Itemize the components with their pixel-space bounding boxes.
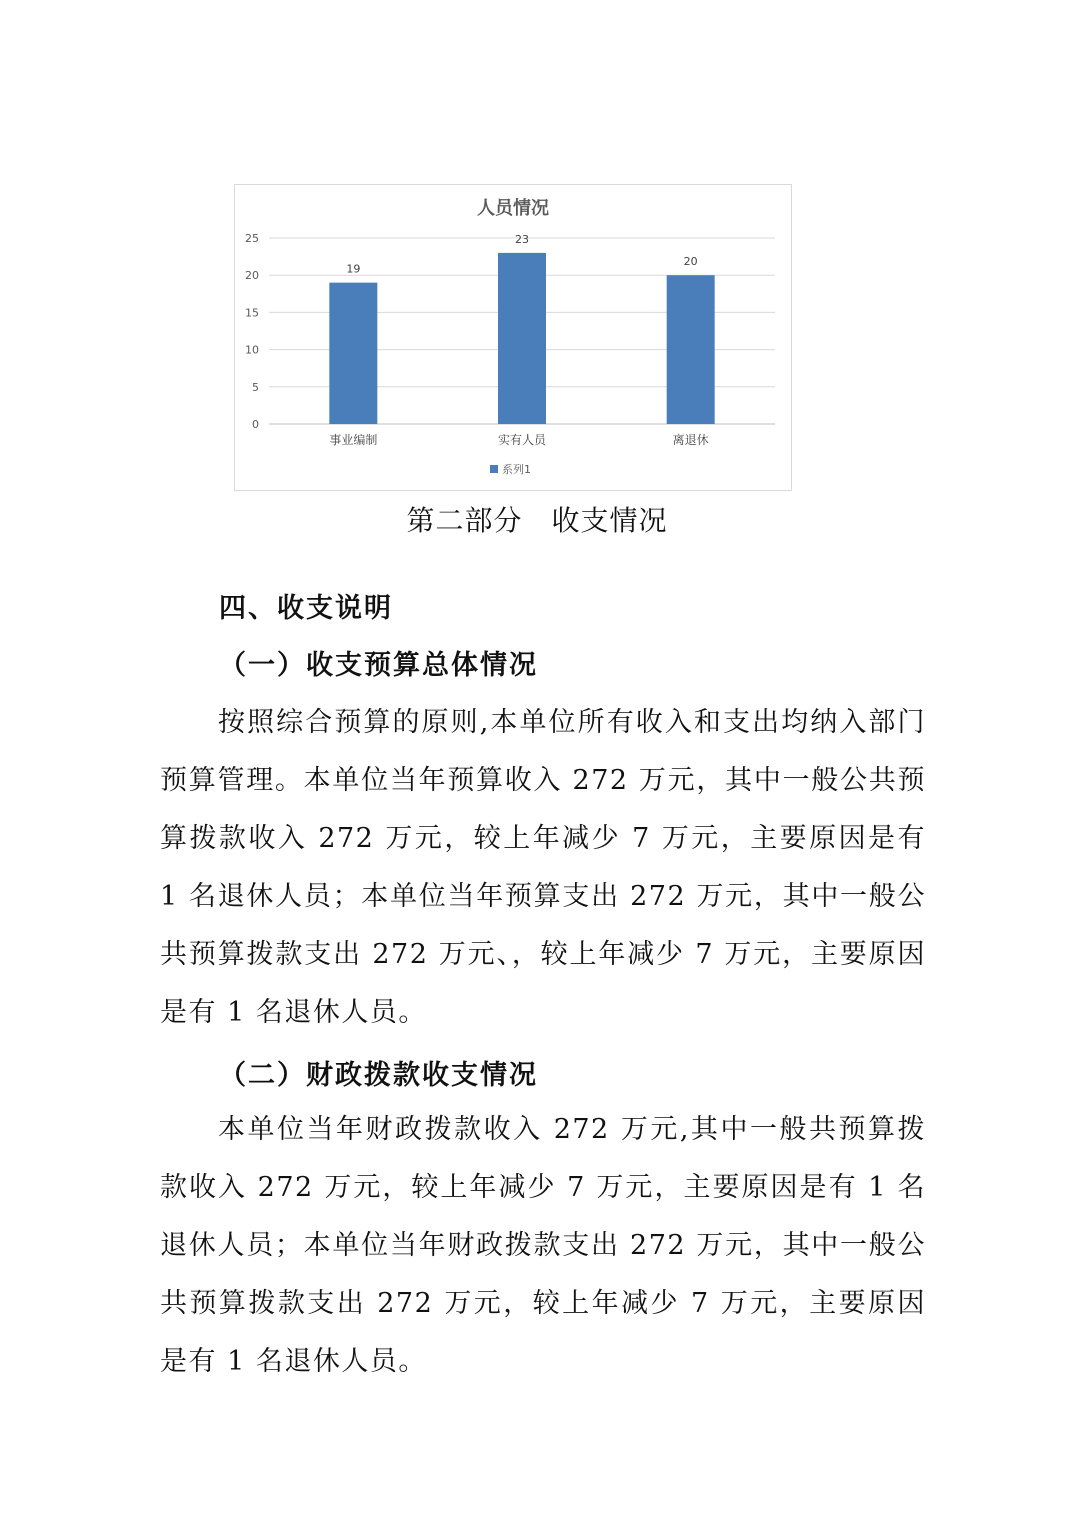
x-tick-label: 离退休: [672, 433, 709, 447]
y-tick-label: 10: [245, 343, 259, 357]
data-label: 23: [515, 232, 529, 246]
data-label: 19: [346, 262, 361, 276]
legend-label: 系列1: [502, 463, 531, 476]
y-tick-label: 15: [245, 306, 259, 320]
bar: [667, 275, 715, 424]
bar: [498, 253, 546, 424]
y-tick-label: 5: [252, 380, 259, 394]
staff-chart: [234, 184, 792, 491]
chart-svg: [235, 185, 791, 490]
y-tick-label: 25: [245, 232, 259, 245]
heading-budget-overview: （一）收支预算总体情况: [219, 650, 538, 681]
bar: [329, 283, 377, 424]
paragraph-fiscal-appropriation: 本单位当年财政拨款收入 272 万元,其中一般共预算拨款收入 272 万元，较上年减少 7 万元，主要原因是有 1 名退休人员；本单位当年财政拨款支出 272 万元，其中一般公共预算拨款支出 272 万元，较上年减少 7 万元，主要原因是有 1 名退休人员。: [160, 1114, 926, 1377]
data-label: 20: [683, 255, 698, 269]
section-title: 第二部分 收支情况: [406, 504, 668, 537]
heading-income-expense: 四、收支说明: [219, 593, 393, 624]
legend-swatch: [490, 465, 498, 473]
x-tick-label: 实有人员: [497, 433, 547, 447]
y-tick-label: 20: [245, 269, 259, 283]
paragraph-budget-overview: 按照综合预算的原则,本单位所有收入和支出均纳入部门预算管理。本单位当年预算收入 272 万元，其中一般公共预算拨款收入 272 万元，较上年减少 7 万元，主要原因是有 1 名退休人员；本单位当年预算支出 272 万元，其中一般公共预算拨款支出 272 万元、，较上年减少 7 万元，主要原因是有 1 名退休人员。: [160, 707, 926, 1028]
y-tick-label: 0: [252, 418, 259, 431]
heading-fiscal-appropriation: （二）财政拨款收支情况: [219, 1060, 538, 1091]
x-tick-label: 事业编制: [329, 433, 378, 447]
chart-title: 人员情况: [477, 198, 549, 219]
